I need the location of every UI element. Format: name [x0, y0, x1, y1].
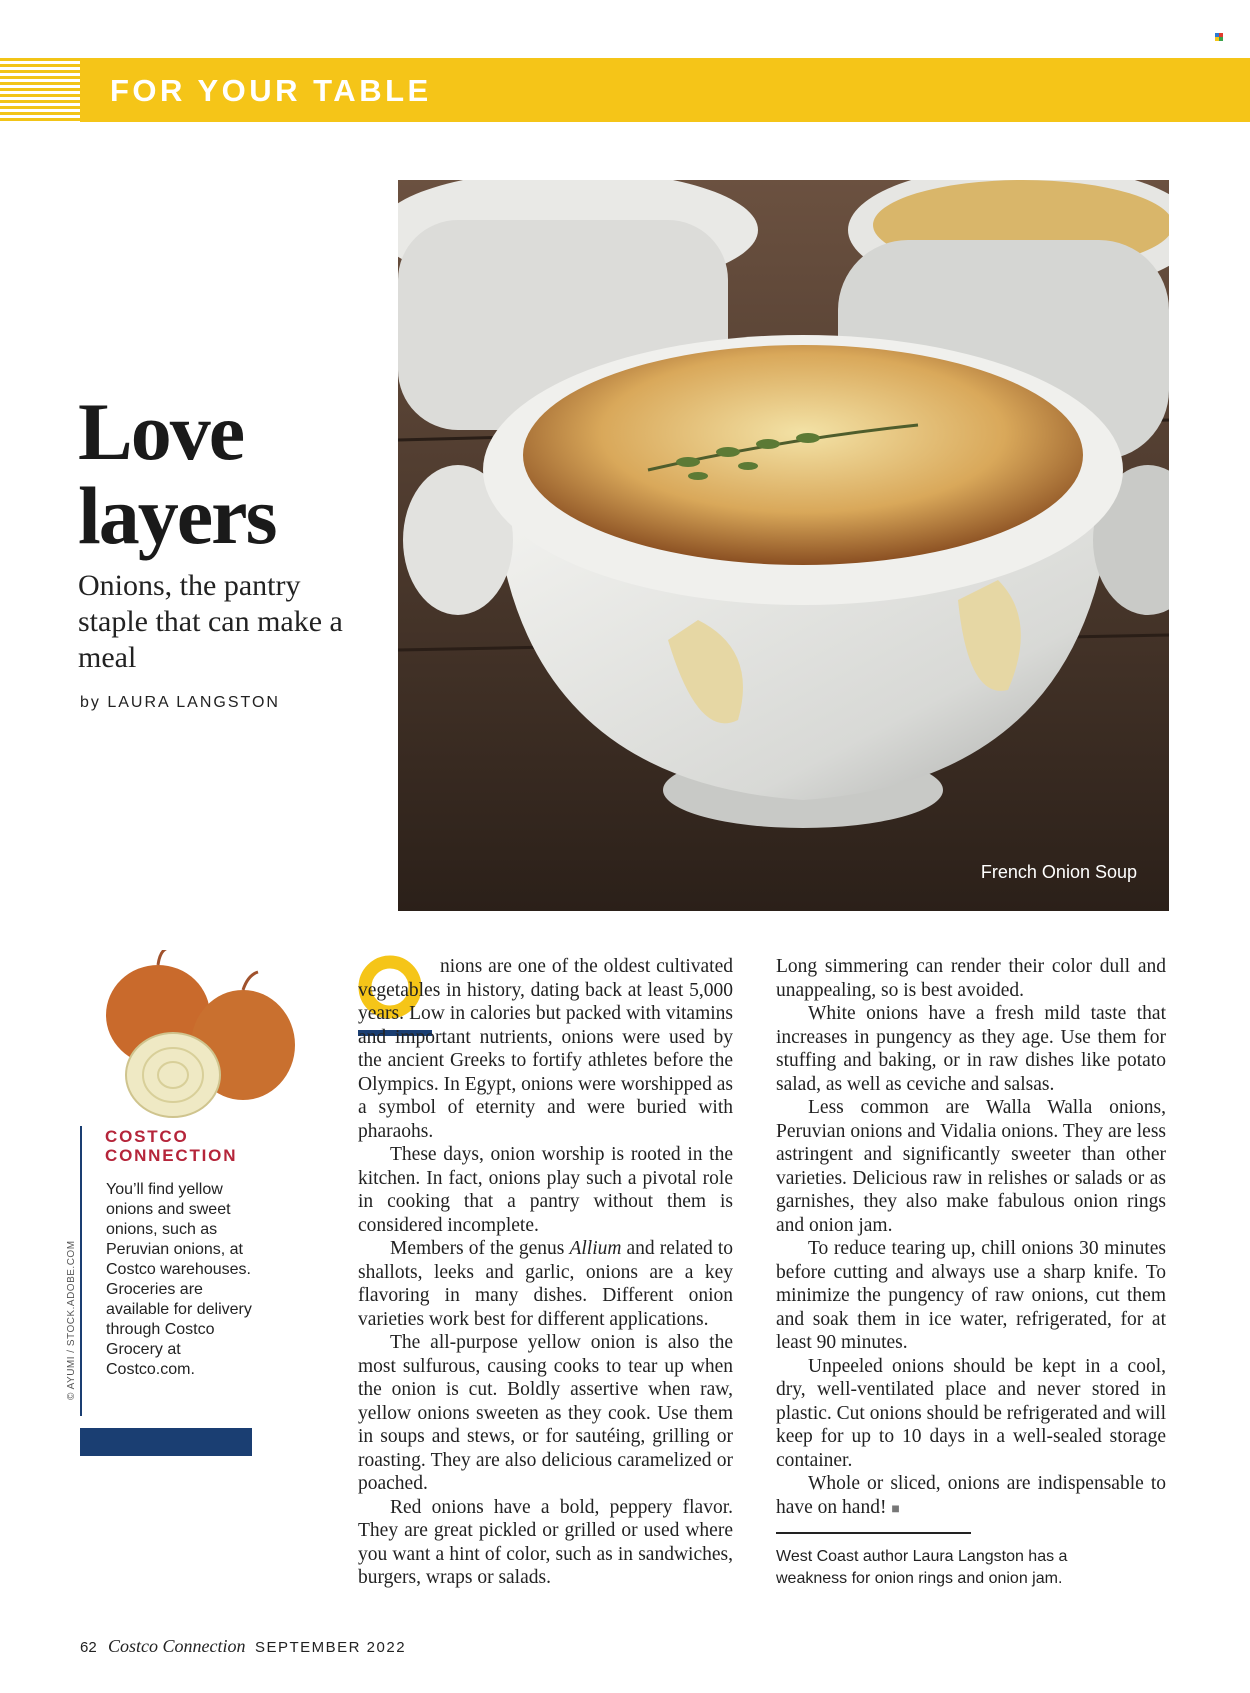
sidebar-title-line-1: COSTCO: [105, 1127, 189, 1146]
photo-caption: French Onion Soup: [980, 862, 1137, 882]
corner-color-mark-icon: [1215, 33, 1223, 41]
onions-illustration: [98, 950, 298, 1120]
paragraph-4: The all-purpose yellow onion is also the most sulfurous, causing cooks to tear up when the onion is cut. Boldly assertive when raw, yellow onions sweeten as they cook. Use them in soups and stews, or for sautéing, grilling or roasting. They are also delicious caramelized or poached.: [358, 1332, 733, 1494]
paragraph-2: These days, onion worship is rooted in the kitchen. In fact, onions play such a pivotal role in cooking that a pantry without them is considered incomplete.: [358, 1144, 733, 1236]
issue-date: SEPTEMBER 2022: [255, 1639, 407, 1656]
sidebar-title: [105, 1127, 237, 1165]
paragraph-5: Red onions have a bold, peppery flavor. They are great pickled or grilled or used where you want a hint of color, such as in sandwiches, burgers, wraps or salads.: [358, 1496, 733, 1588]
paragraph-8: To reduce tearing up, chill onions 30 minutes before cutting and always use a sharp knife. To minimize the pungency of raw onions, cut them and soak them in ice water, refrigerated, for at least 90 minutes.: [776, 1238, 1166, 1353]
author-bio: West Coast author Laura Langston has a weakness for onion rings and onion jam.: [776, 1548, 1068, 1587]
paragraph-7: Less common are Walla Walla onions, Peruvian onions and Vidalia onions. They are less astringent and significantly sweeter than other varieties. Delicious raw in relishes or salads or as garnishes, they also make fabulous onion rings and onion jam.: [776, 1097, 1166, 1236]
magazine-name: Costco Connection: [108, 1636, 246, 1656]
title-line-2: layers: [78, 470, 276, 561]
sidebar-rule: [80, 1126, 82, 1416]
hero-photo: [398, 180, 1169, 911]
paragraph-10-text: Whole or sliced, onions are indispensable to have on hand!: [776, 1473, 1166, 1518]
paragraph-9: Unpeeled onions should be kept in a cool, dry, well-ventilated place and never stored in plastic. Cut onions should be refrigerated and will keep for up to 10 days in a well-sealed storage container.: [776, 1355, 1166, 1471]
body-column-1: [358, 955, 733, 1590]
sidebar-bar: [80, 1428, 252, 1456]
paragraph-3-text-a: Members of the genus: [390, 1238, 570, 1259]
sidebar-title-line-2: CONNECTION: [105, 1146, 238, 1165]
title-line-1: Love: [78, 386, 244, 477]
sidebar-body: You’ll find yellow onions and sweet onions, such as Peruvian onions, at Costco warehouses. Groceries are available for delivery through Costco Grocery at Costco.com.: [106, 1181, 252, 1378]
paragraph-5-continued: Long simmering can render their color dull and unappealing, so is best avoided.: [776, 956, 1166, 1001]
paragraph-3: [358, 1237, 733, 1331]
paragraph-10: [776, 1472, 1166, 1521]
paragraph-1: [358, 955, 733, 1143]
section-label: FOR YOUR TABLE: [110, 73, 432, 108]
photo-credit: © AYUMI / STOCK.ADOBE.COM: [66, 1240, 77, 1400]
article-dek: Onions, the pantry staple that can make a meal: [78, 569, 343, 674]
paragraph-1-text: nions are one of the oldest cultivated vegetables in history, dating back at least 5,000 years. Low in calories but packed with vitamins and important nutrients, onions were used by the ancient Greeks to fortify athletes before the Olympics. In Egypt, onions were worshipped as a symbol of eternity and were buried with pharaohs.: [358, 956, 733, 1142]
header-stripes: [0, 58, 80, 122]
paragraph-3-text-b: and related to shallots, leeks and garlic, onions are a key flavoring in many dishes. Different onion varieties work best for different applications.: [358, 1238, 733, 1330]
bio-rule: [776, 1532, 971, 1534]
paragraph-6: White onions have a fresh mild taste that increases in pungency as they age. Use them for stuffing and baking, or in raw dishes like potato salad, as well as ceviche and salsas.: [776, 1003, 1166, 1095]
article-title: [78, 386, 378, 561]
soup-bowl-illustration: [398, 180, 1169, 911]
page-number: 62: [80, 1639, 97, 1656]
body-column-2: [776, 955, 1166, 1521]
genus-name: Allium: [569, 1238, 622, 1259]
byline: by LAURA LANGSTON: [80, 694, 280, 711]
end-mark-icon: ■: [891, 1501, 900, 1517]
